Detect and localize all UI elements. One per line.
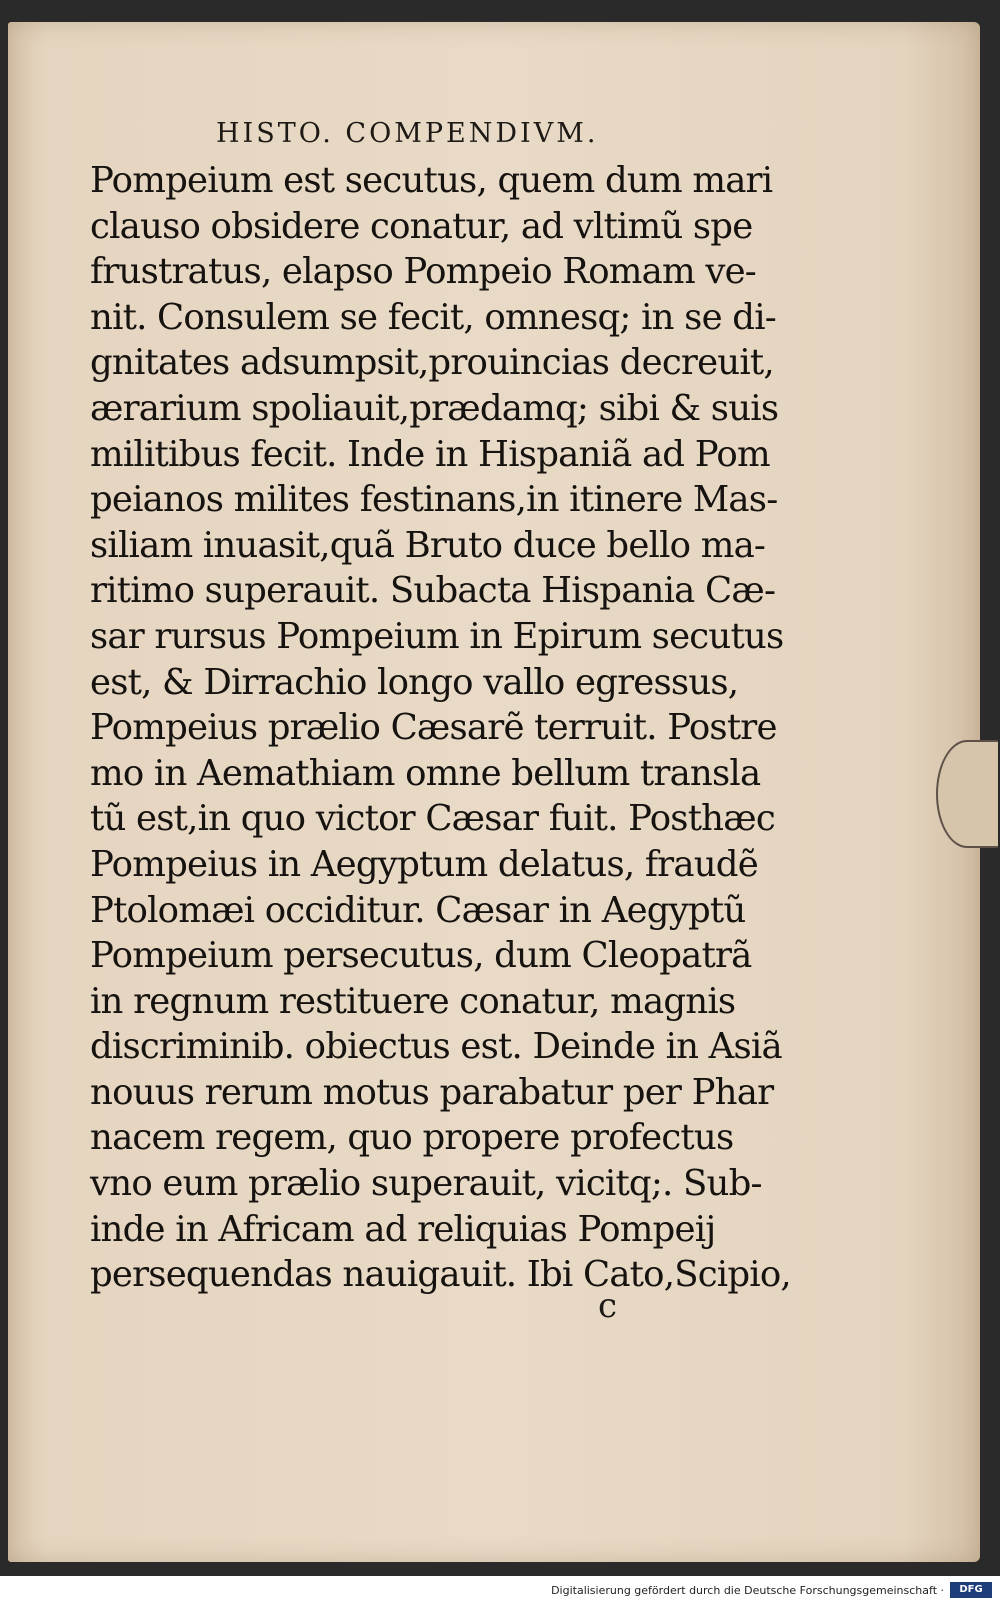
text-line: nacem regem, quo propere profectus xyxy=(90,1117,734,1159)
text-line: tũ est,in quo victor Cæsar fuit. Posthæc xyxy=(90,798,775,840)
text-line: mo in Aemathiam omne bellum transla xyxy=(90,752,761,794)
text-line: nouus rerum motus parabatur per Phar xyxy=(90,1071,774,1113)
page-tab-notch xyxy=(936,740,998,848)
text-line: Pompeium persecutus, dum Cleopatrã xyxy=(90,935,752,977)
text-line: vno eum prælio superauit, vicitq;. Sub- xyxy=(90,1163,762,1205)
text-line: sar rursus Pompeium in Epirum secutus xyxy=(90,615,784,657)
text-line: siliam inuasit,quã Bruto duce bello ma- xyxy=(90,524,766,566)
text-line: Pompeium est secutus, quem dum mari xyxy=(90,160,773,201)
text-line: persequendas nauigauit. Ibi Cato,Scipio, xyxy=(90,1254,791,1296)
text-line: clauso obsidere conatur, ad vltimũ spe xyxy=(90,205,753,247)
text-line: Pompeius in Aegyptum delatus, fraudẽ xyxy=(90,843,758,885)
text-line: militibus fecit. Inde in Hispaniã ad Pom xyxy=(90,433,770,475)
text-line: Ptolomæi occiditur. Cæsar in Aegyptũ xyxy=(90,889,746,931)
text-line: Pompeius prælio Cæsarẽ terruit. Postre xyxy=(90,707,777,749)
running-header: HISTO. COMPENDIVM. xyxy=(216,118,599,149)
funding-credit: Digitalisierung gefördert durch die Deutsche Forschungsgemeinschaft · xyxy=(551,1584,944,1597)
text-line: est, & Dirrachio longo vallo egressus, xyxy=(90,661,739,703)
footer-bar xyxy=(0,1576,1000,1604)
text-line: inde in Africam ad reliquias Pompeij xyxy=(90,1208,716,1250)
text-line: in regnum restituere conatur, magnis xyxy=(90,980,736,1022)
signature-mark: c xyxy=(598,1286,618,1326)
text-line: ærarium spoliauit,prædamq; sibi & suis xyxy=(90,387,779,429)
text-line: frustratus, elapso Pompeio Romam ve- xyxy=(90,251,756,293)
text-line: ritimo superauit. Subacta Hispania Cæ- xyxy=(90,570,776,612)
text-line: nit. Consulem se fecit, omnesq; in se di- xyxy=(90,296,776,338)
body-text xyxy=(90,158,791,1298)
dfg-logo: DFG xyxy=(950,1582,992,1598)
text-line: peianos milites festinans,in itinere Mas- xyxy=(90,479,778,521)
text-line: discriminib. obiectus est. Deinde in Asiã xyxy=(90,1026,782,1068)
text-line: gnitates adsumpsit,prouincias decreuit, xyxy=(90,342,774,384)
